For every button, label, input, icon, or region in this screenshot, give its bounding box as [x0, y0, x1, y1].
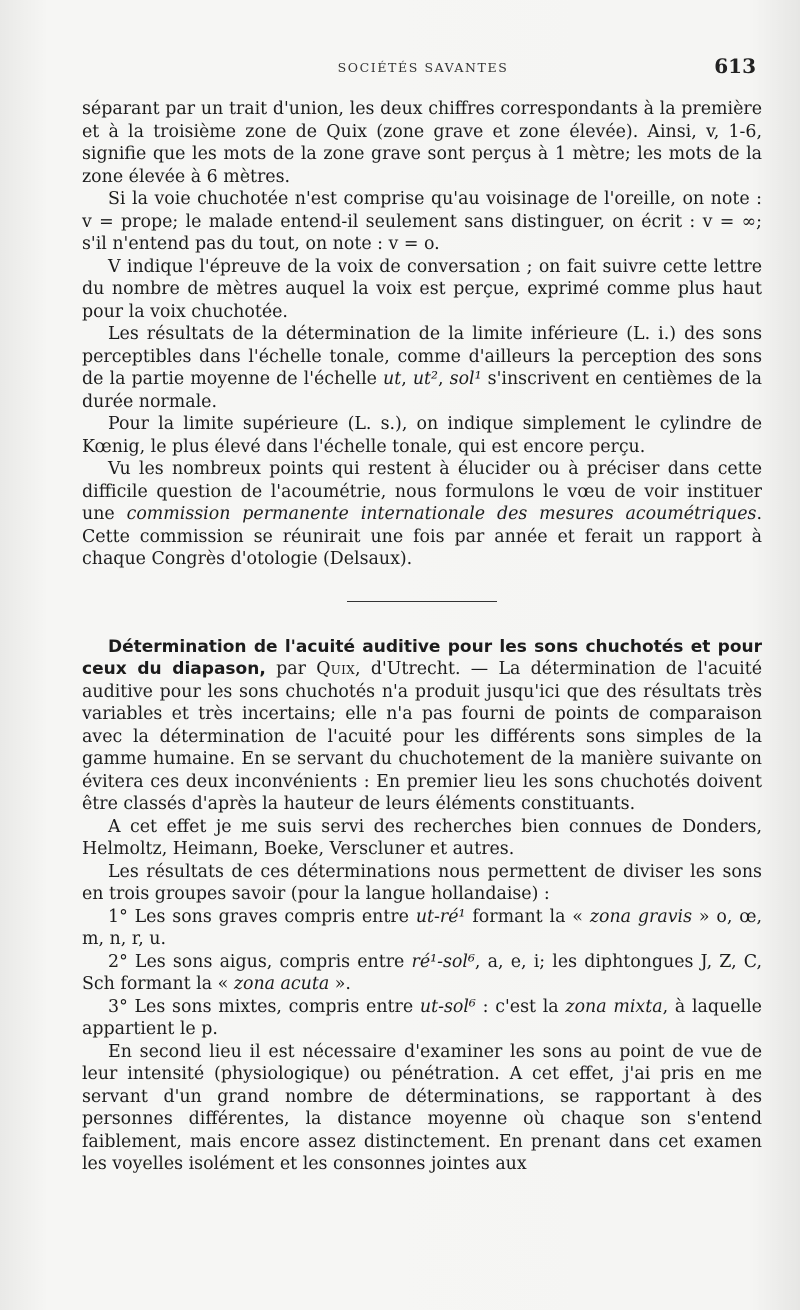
paragraph-research-sources: A cet effet je me suis servi des recherches bien connues de Donders, Helmoltz, Heimann, Boeke, Verscluner et autres.: [82, 816, 762, 859]
running-head-title: SOCIÉTÉS SAVANTES: [337, 60, 509, 75]
paragraph-whisper-notation: Si la voie chuchotée n'est comprise qu'au voisinage de l'oreille, on note : v = prope; le malade entend-il seulement sans distinguer, on écrit : v = ∞; s'il n'entend pas du tout, on note : v = o.: [82, 189, 762, 254]
section-divider: [347, 601, 497, 602]
section-heading-paragraph: Détermination de l'acuité auditive pour les sons chuchotés et pour ceux du diapason, par Quix, d'Utrecht. — La détermination de l'acuité auditive pour les sons chuchotés n'a produit jusqu'ici que des résultats très variables et très incertains; elle n'a pas fourni de points de comparaison avec la détermination de l'acuité pour les différents sons simples de la gamme humaine. En se servant du chuchotement de la manière suivante on évitera ces deux inconvénients : En premier lieu les sons chuchotés doivent être classés d'après la hauteur de leurs éléments constituants.: [82, 636, 763, 814]
paragraph-continuation: séparant par un trait d'union, les deux chiffres correspondants à la première et à la troisième zone de Quix (zone grave et zone élevée). Ainsi, v, 1-6, signifie que les mots de la zone grave sont perçus à 1 mètre; les mots de la zone élevée à 6 mètres.: [82, 99, 762, 187]
paragraph-commission: Vu les nombreux points qui restent à élucider ou à préciser dans cette difficile question de l'acoumétrie, nous formulons le vœu de voir instituer une commission permanente internationale des mesures acoumétriques. Cette commission se réunirait une fois par année et ferait un rapport à chaque Congrès d'otologie (Delsaux).: [82, 459, 762, 569]
paragraph-conversation-voice: V indique l'épreuve de la voix de conversation ; on fait suivre cette lettre du nombre de mètres auquel la voix est perçue, exprimé comme plus haut pour la voix chuchotée.: [82, 256, 762, 322]
paragraph-upper-limit: Pour la limite supérieure (L. s.), on indique simplement le cylindre de Kœnig, le plus élevé dans l'échelle tonale, qui est encore perçu.: [82, 414, 762, 457]
page-number: 613: [714, 54, 756, 78]
body-text: [82, 98, 762, 1176]
paragraph-three-groups: Les résultats de ces déterminations nous permettent de diviser les sons en trois groupes savoir (pour la langue hollandaise) :: [82, 861, 762, 904]
list-item-zona-acuta: 2° Les sons aigus, compris entre ré¹-sol⁶, a, e, i; les diphtongues J, Z, C, Sch formant la « zona acuta ».: [82, 951, 762, 994]
author-name: Quix: [316, 659, 356, 679]
list-item-zona-mixta: 3° Les sons mixtes, compris entre ut-sol⁶ : c'est la zona mixta, à laquelle appartient le p.: [82, 996, 762, 1039]
paragraph-intensity: En second lieu il est nécessaire d'examiner les sons au point de vue de leur intensité (physiologique) ou pénétration. A cet effet, j'ai pris en me servant d'un grand nombre de déterminations, se rapportant à des personnes différentes, la distance moyenne où chaque son s'entend faiblement, mais encore assez distinctement. En prenant dans cet examen les voyelles isolément et les consonnes jointes aux: [82, 1041, 762, 1174]
running-head: [82, 54, 764, 84]
paragraph-lower-limit: Les résultats de la détermination de la limite inférieure (L. i.) des sons perceptibles dans l'échelle tonale, comme d'ailleurs la perception des sons de la partie moyenne de l'échelle ut, ut², sol¹ s'inscrivent en centièmes de la durée normale.: [82, 324, 762, 412]
section-title: Détermination de l'acuité auditive pour les sons chuchotés et pour ceux du diapason,: [82, 636, 762, 679]
list-item-zona-gravis: 1° Les sons graves compris entre ut-ré¹ formant la « zona gravis » o, œ, m, n, r, u.: [82, 906, 763, 949]
